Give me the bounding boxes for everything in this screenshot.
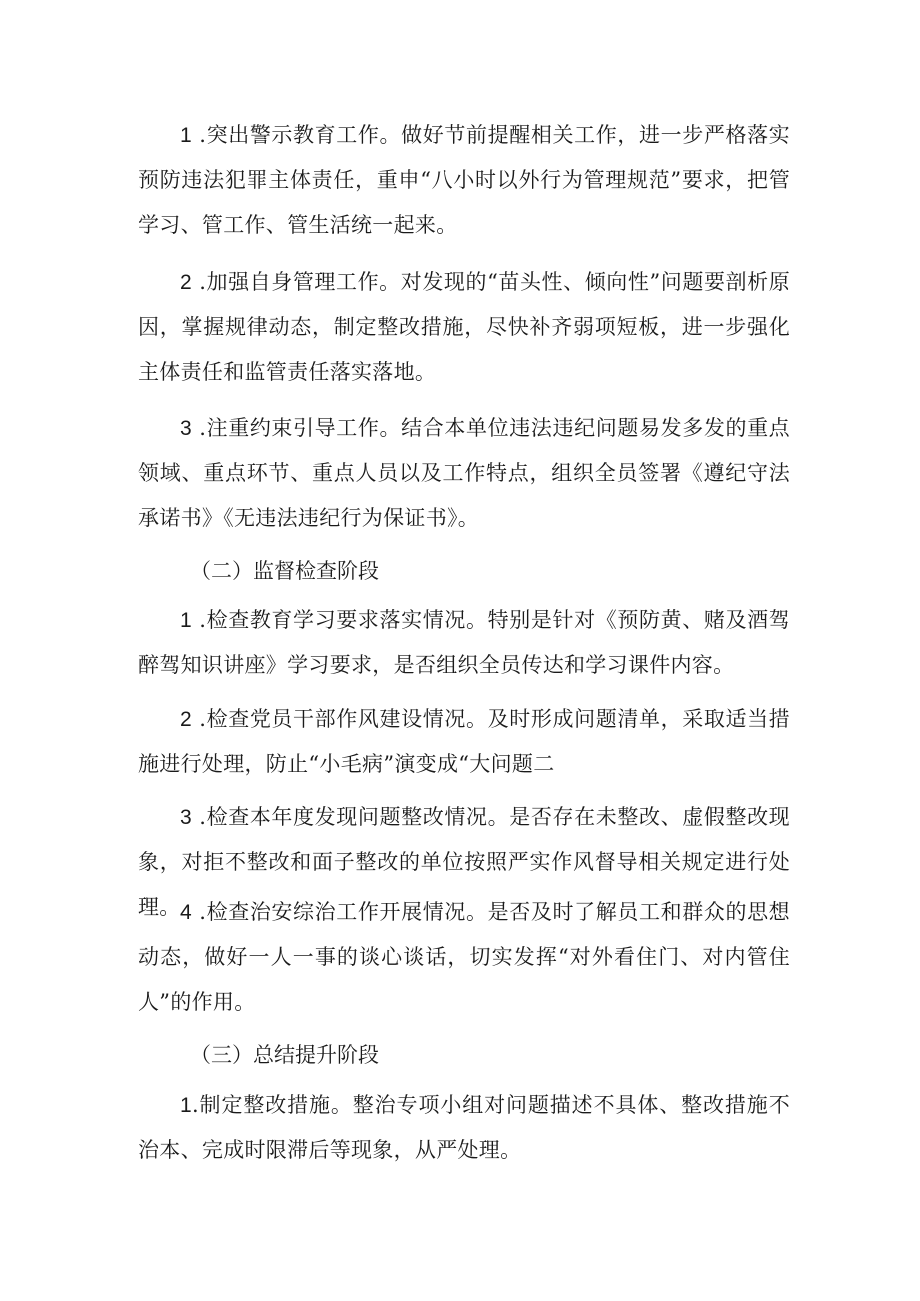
paragraph-check-public-security (138, 890, 790, 1025)
item-number: 4 (180, 901, 192, 924)
paragraph-constraint-guidance (138, 406, 790, 541)
paragraph-text: .突出警示教育工作。做好节前提醒相关工作，进一步严格落实预防违法犯罪主体责任，重申“八小时以外行为管理规范”要求，把管学习、管工作、管生活统一起来。 (138, 123, 790, 237)
item-number: 3 (180, 806, 192, 829)
paragraph-text: .检查党员干部作风建设情况。及时形成问题清单，采取适当措施进行处理，防止“小毛病”演变成“大问题二 (138, 707, 790, 776)
paragraph-check-education (138, 598, 790, 688)
paragraph-text: .检查本年度发现问题整改情况。是否存在未整改、虚假整改现象，对拒不整改和面子整改的单位按照严实作风督导相关规定进行处理。 (138, 805, 790, 919)
item-number: 3 (180, 417, 192, 440)
section-heading-summary: （三）总结提升阶段 (190, 1043, 379, 1067)
paragraph-self-management (138, 260, 790, 395)
paragraph-text: .检查治安综治工作开展情况。是否及时了解员工和群众的思想动态，做好一人一事的谈心谈话，切实发挥“对外看住门、对内管住人”的作用。 (138, 900, 790, 1014)
section-heading-supervision: （二）监督检查阶段 (190, 559, 379, 583)
item-number: 2 (180, 271, 192, 294)
item-number: 2 (180, 708, 192, 731)
paragraph-text: .检查教育学习要求落实情况。特别是针对《预防黄、赌及酒驾醉驾知识讲座》学习要求，是否组织全员传达和学习课件内容。 (138, 608, 790, 677)
paragraph-warning-education (138, 113, 790, 248)
paragraph-text: .制定整改措施。整治专项小组对问题描述不具体、整改措施不治本、完成时限滞后等现象，从严处理。 (138, 1093, 790, 1162)
paragraph-text: .注重约束引导工作。结合本单位违法违纪问题易发多发的重点领域、重点环节、重点人员以及工作特点，组织全员签署《遵纪守法承诺书》《无违法违纪行为保证书》。 (138, 416, 790, 530)
item-number: 1 (180, 1094, 192, 1117)
paragraph-text: .加强自身管理工作。对发现的“苗头性、倾向性”问题要剖析原因，掌握规律动态，制定整改措施，尽快补齐弱项短板，进一步强化主体责任和监管责任落实落地。 (138, 270, 790, 384)
paragraph-check-cadre-style (138, 697, 790, 787)
item-number: 1 (180, 124, 192, 147)
item-number: 1 (180, 609, 192, 632)
paragraph-rectification-measures (138, 1083, 790, 1173)
